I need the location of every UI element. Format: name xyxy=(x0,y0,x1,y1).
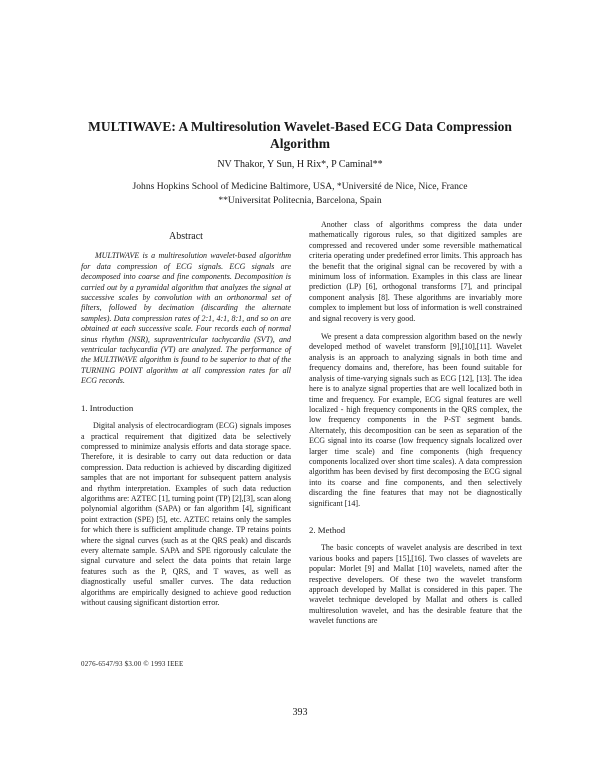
section-heading-introduction: 1. Introduction xyxy=(81,402,134,413)
affiliations xyxy=(70,180,530,208)
right-column xyxy=(309,220,522,627)
body-paragraph-1: Another class of algorithms compress the data under mathematically rigorous rules, so that digitized samples are compressed and recovered under some reversible mathematical criteria operating under predefined error limits. This approach has the benefit that the original signal can be recovered by with a minimum loss of information. Examples in this class are linear prediction (LP) [6], orthogonal transforms [7], and principal component analysis [8]. These algorithms are invariably more complex to implement but loss of information is well constrained and signal recovery is very good. xyxy=(309,220,522,323)
body-paragraph-2: We present a data compression algorithm based on the newly developed method of wavelet transform [9],[10],[11]. Wavelet analysis is an approach to analyzing signals in both time and frequency domains and, therefore, has been found suitable for analysis of time-varying signals such as ECG [12], [13]. The idea here is to analyze signal properties that are well localized both in time and frequency. For example, ECG signal features are well localized - high frequency components in the QRS complex, the low frequency components in the P-ST segment bands. Alternately, this decomposition can be seen as separation of the ECG signal into its coarse (low frequency signals localized over larger time scale) and fine components (high frequency components localized over short time scales). A data compression algorithm has been devised by first decomposing the ECG signal into its coarse and fine components, and then selectively discarding the fine features that may not be diagnostically significant [14]. xyxy=(309,332,522,508)
introduction-paragraph: Digital analysis of electrocardiogram (ECG) signals imposes a practical requirement that digitized data be selectively compressed to minimize analysis efforts and data storage space. Therefore, it is desirable to carry out data reduction or data compression. Data reduction is achieved by discarding digitized samples that are not important for subsequent pattern analysis and rhythm interpretation. Examples of such data reduction algorithms are: AZTEC [1], turning point (TP) [2],[3], scan along polynomial algorithm (SAPA) or fan algorithm [4], significant point extraction (SPE) [5], etc. AZTEC retains only the samples for which there is sufficient amplitude change. TP retains points where the signal curves (such as at the QRS peak) and discards every alternate sample. SAPA and SPE rigorously calculate the signal curvature and select the data points that retain large features such as the P, QRS, and T waves, as well as diagnostically useful smaller curves. The data reduction algorithms are empirically designed to achieve good reduction without causing significant distortion error. xyxy=(81,421,291,607)
abstract-text: MULTIWAVE is a multiresolution wavelet-based algorithm for data compression of ECG signals. ECG signals are decomposed into coarse and fine components. Decomposition is carried out by a pyramidal algorithm that analyzes the signal at successive scales by convolution with an orthonormal set of filters, followed by decimation (discarding the alternate samples). Data compression rates of 2:1, 4:1, 8:1, and so on are obtained at each successive scale. Four records each of normal sinus rhythm (NSR), supraventricular tachycardia (SVT), and ventricular tachycardia (VT) are analyzed. The performance of the MULTIWAVE algorithm is found to be superior to that of the TURNING POINT algorithm at all compression rates for all ECG records. xyxy=(81,251,291,386)
abstract-heading: Abstract xyxy=(169,231,203,242)
author-list: NV Thakor, Y Sun, H Rix*, P Caminal** xyxy=(217,159,383,170)
affiliation-line-2: **Universitat Politecnia, Barcelona, Spain xyxy=(218,195,382,206)
copyright-footnote: 0276-6547/93 $3.00 © 1993 IEEE xyxy=(81,660,184,668)
page-number: 393 xyxy=(292,707,308,718)
section-heading-method: 2. Method xyxy=(309,524,346,535)
left-column xyxy=(81,232,291,608)
affiliation-line-1: Johns Hopkins School of Medicine Baltimore, USA, *Université de Nice, Nice, France xyxy=(132,181,468,192)
method-paragraph: The basic concepts of wavelet analysis are described in text various books and papers [15],[16]. Two classes of wavelets are popular: Morlet [9] and Mallat [10] wavelets, named after the respective developers. Of these two the wavelet transform approach developed by Mallat is considered in this paper. The wavelet technique developed by Mallat and others is called multiresolution wavelet, and has the desirable feature that the wavelet functions are xyxy=(309,543,522,626)
paper-title: MULTIWAVE: A Multiresolution Wavelet-Based ECG Data Compression Algorithm xyxy=(88,119,512,151)
